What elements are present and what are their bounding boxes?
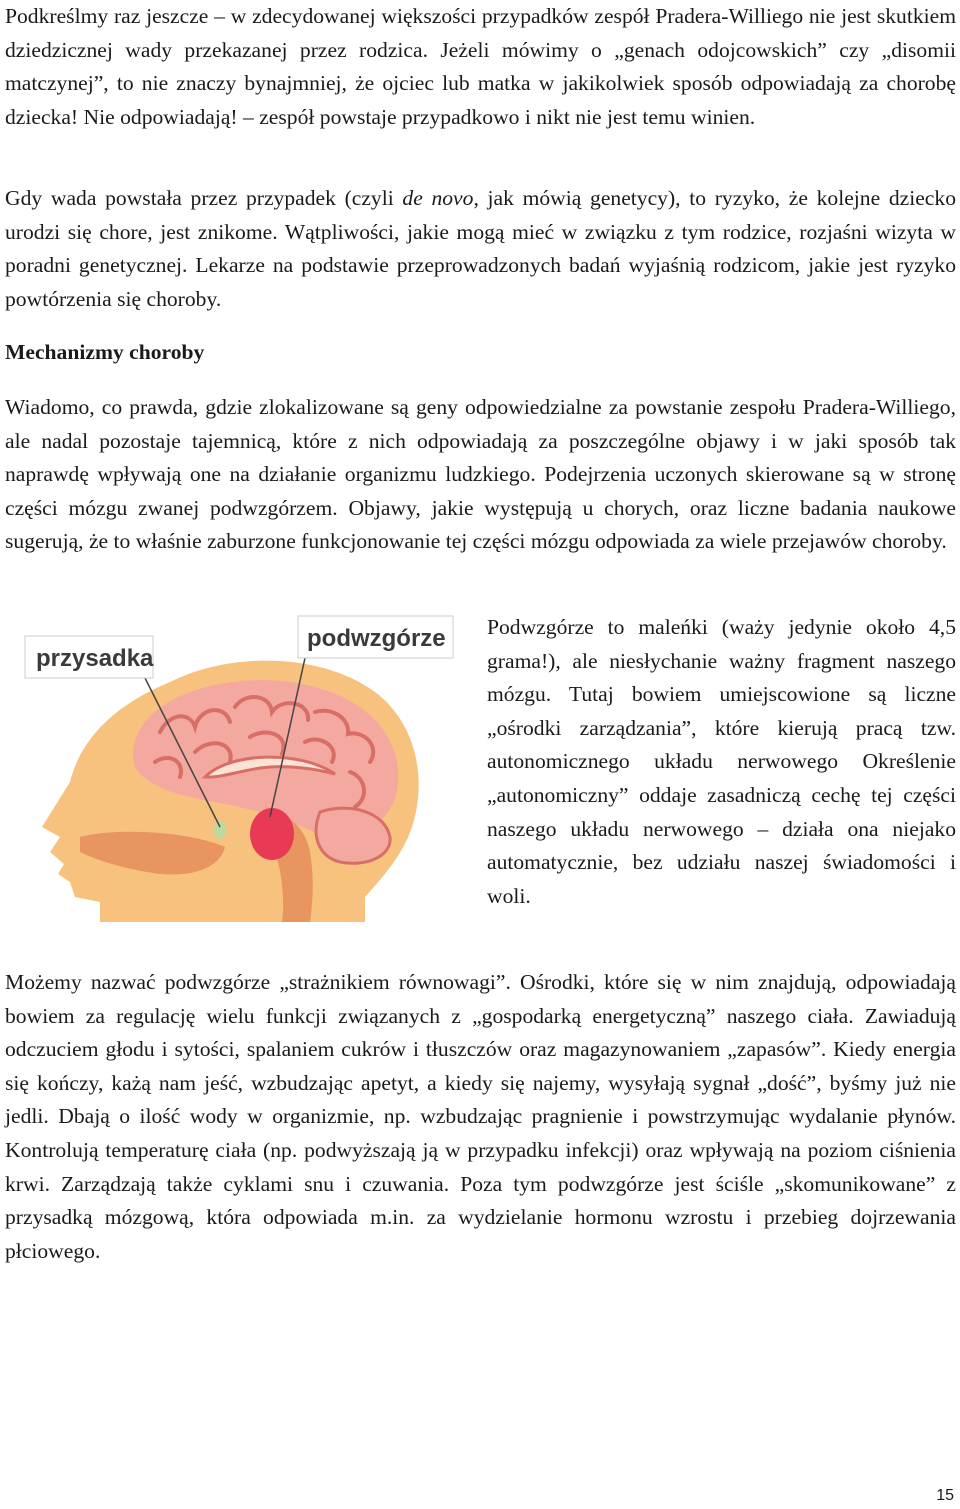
italic-term: de novo [402,186,474,210]
paragraph-de-novo [5,182,956,316]
paragraph-mechanisms: Wiadomo, co prawda, gdzie zlokalizowane są geny odpowiedzialne za powstanie zespołu Pradera-Williego, ale nadal pozostaje tajemnicą, które z nich odpowiadają za poszczególne objawy i w jaki sposób tak naprawdę wpływają one na działanie organizmu ludzkiego. Podejrzenia uczonych skierowane są w stronę części mózgu zwanej podwzgórzem. Objawy, jakie występują u chorych, oraz liczne badania naukowe sugerują, że to właśnie zaburzone funkcjonowanie tej części mózgu odpowiada za wiele przejawów choroby. [5,395,956,554]
paragraph-de-novo-start: Gdy wada powstała przez przypadek (czyli [5,186,403,210]
section-heading: Mechanizmy choroby [5,340,205,364]
paragraph-hypothalamus-side: Podwzgórze to maleńki (waży jedynie około 4,5 grama!), ale niesłychanie ważny fragment naszego mózgu. Tutaj bowiem umiejscowione są liczne „ośrodki zarządzania”, które kierują pracą tzw. autonomicznego układu nerwowego Określenie „autonomiczny” oddaje zasadniczą cechę tej części naszego układu nerwowego – działa ona niejako automatycznie, bez udziału naszej świadomości i woli. [487,615,956,908]
paragraph-intro: Podkreślmy raz jeszcze – w zdecydowanej większości przypadków zespół Pradera-Williego nie jest skutkiem dziedzicznej wady przekazanej przez rodzica. Jeżeli mówimy o „genach odojcowskich” czy „disomii matczynej”, to nie znaczy bynajmniej, że ojciec lub matka w jakikolwiek sposób odpowiadają za chorobę dziecka! Nie odpowiadają! – zespół powstaje przypadkowo i nikt nie jest temu winien. [5,4,956,129]
label-hypothalamus: podwzgórze [307,625,446,652]
page-number: 15 [936,1487,954,1504]
hypothalamus [250,808,294,860]
pituitary [214,821,226,839]
label-pituitary: przysadka [36,645,154,672]
paragraph-de-novo-end: , jak mówią genetycy), to ryzyko, że kolejne dziecko urodzi się chore, jest znikome. Wątpliwości, jakie mogą mieć w związku z tym rodzice, rozjaśni wizyta w poradni genetycznej. Lekarze na podstawie przeprowadzonych badań wyjaśnią rodzicom, jakie jest ryzyko powtórzenia się choroby. [5,186,956,311]
brain-illustration [20,612,460,922]
paragraph-balance-guardian: Możemy nazwać podwzgórze „strażnikiem równowagi”. Ośrodki, które się w nim znajdują, odpowiadają bowiem za regulację wielu funkcji związanych z „gospodarką energetyczną” naszego ciała. Zawiadują odczuciem głodu i sytości, spalaniem cukrów i tłuszczów oraz magazynowaniem „zapasów”. Kiedy energia się kończy, każą nam jeść, wzbudzając apetyt, a kiedy się najemy, wysyłają sygnał „dość”, byśmy już nie jedli. Dbają o ilość wody w organizmie, np. wzbudzając pragnienie i powstrzymując wydalanie płynów. Kontrolują temperaturę ciała (np. podwyższają ją w przypadku infekcji) oraz wpływają na poziom ciśnienia krwi. Zarządzają także cyklami snu i czuwania. Poza tym podwzgórze jest ściśle „skomunikowane” z przysadką mózgową, która odpowiada m.in. za wydzielanie hormonu wzrostu i przebieg dojrzewania płciowego. [5,970,956,1263]
brain-diagram [20,612,460,922]
